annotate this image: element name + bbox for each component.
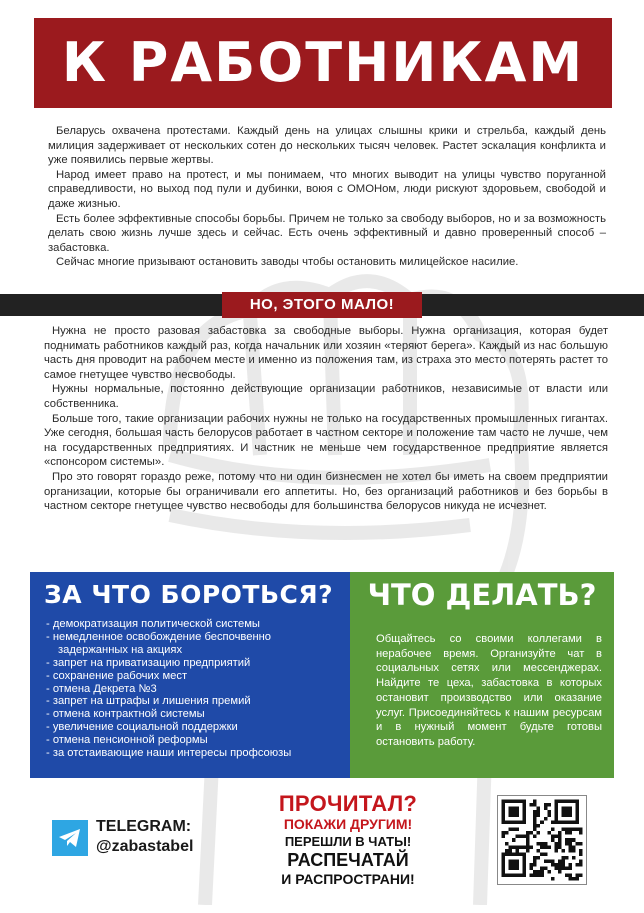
intro-paragraph: Народ имеет право на протест, и мы понимаем, что многих выводит на улицы чувство поруганной справедливости, но выход под пули и дубинки, воюя с ОМОНом, люди рискуют здоровьем, свободой и даже жизнью. <box>48 168 606 210</box>
demand-item: - немедленное освобождение беспочвенно <box>46 630 272 643</box>
qr-code-image <box>498 796 586 884</box>
demand-item: - запрет на приватизацию предприятий <box>46 656 251 669</box>
demand-item: - за отстаивающие наши интересы профсоюзы <box>46 747 292 760</box>
telegram-link[interactable] <box>52 818 252 868</box>
body-section <box>44 324 608 514</box>
intro-paragraph: Сейчас многие призывают остановить заводы чтобы остановить милицейское насилие. <box>56 256 519 269</box>
action-title: ЧТО ДЕЛАТЬ? <box>367 578 597 612</box>
share-line-3: ПЕРЕШЛИ В ЧАТЫ! <box>284 834 412 849</box>
intro-section <box>48 124 606 270</box>
demand-item: - увеличение социальной поддержки <box>46 721 238 734</box>
demands-list <box>46 618 346 760</box>
demand-item: - демократизация политической системы <box>46 618 260 630</box>
title-banner <box>34 18 612 108</box>
banner-text: НО, ЭТОГО МАЛО! <box>249 296 395 313</box>
demands-title: ЗА ЧТО БОРОТЬСЯ? <box>44 580 334 609</box>
share-line-1: ПРОЧИТАЛ? <box>278 791 418 816</box>
body-paragraph: Нужна не просто разовая забастовка за свободные выборы. Нужна организация, которая будет поднимать работников каждый раз, когда начальник или хозяин «теряют берега». Каждый из нас большую часть дня проводит на рабочем месте и именно из положения там, из страха это место потерять растет то самое гнетущее чувство несвободы. <box>44 325 608 381</box>
body-paragraph: Больше того, такие организации рабочих нужны не только на государственных промышленных гигантах. Уже сегодня, большая часть белорусов работает в частном секторе и положение там часто не лучше, чем на государственных предприятиях. И частник не меньше чем государственное предприятие является «спонсором системы». <box>44 412 608 469</box>
demand-item: - запрет на штрафы и лишения премий <box>46 695 251 708</box>
action-panel <box>350 572 614 778</box>
share-line-2: ПОКАЖИ ДРУГИМ! <box>283 816 413 832</box>
demand-item: - сохранение рабочих мест <box>46 669 188 682</box>
telegram-icon <box>52 820 88 856</box>
telegram-handle[interactable]: @zabastabel <box>96 838 194 855</box>
demand-item: задержанных на акциях <box>58 643 183 656</box>
share-line-5: И РАСПРОСТРАНИ! <box>281 871 415 887</box>
body-paragraph: Нужны нормальные, постоянно действующие организации работников, независимые от власти или собственника. <box>44 383 608 410</box>
page-title: К РАБОТНИКАМ <box>61 31 585 94</box>
share-callout <box>276 793 420 893</box>
demands-panel <box>30 572 350 778</box>
qr-code[interactable] <box>497 795 587 885</box>
section-banner <box>222 292 422 318</box>
intro-paragraph: Есть более эффективные способы борьбы. Причем не только за свободу выборов, но и за возможность делать свою жизнь лучше здесь и сейчас. Есть очень эффективный и давно проверенный способ – забастовка. <box>48 212 606 254</box>
demand-item: - отмена контрактной системы <box>46 708 205 721</box>
action-text: Общайтесь со своими коллегами в нерабочее время. Организуйте чат в социальных сетях или мессенджерах. Найдите те цеха, забастовка в которых остановит производство или оказание услуг. Присоединяйтесь к нашим ресурсам и в нужный момент будьте готовы остановить работу. <box>376 633 602 748</box>
body-paragraph: Про это говорят гораздо реже, потому что ни один бизнесмен не хотел бы иметь на своем предприятии организации, которые бы ограничивали его аппетиты. Но, без организаций работников и без борьбы в частном секторе гнетущее чувство несвободы для большинства белорусов никуда не исчезнет. <box>44 470 608 513</box>
intro-paragraph: Беларусь охвачена протестами. Каждый день на улицах слышны крики и стрельба, каждый день милиция задерживает от нескольких сотен до нескольких тысяч человек. Растет эскалация конфликта и уже появились первые жертвы. <box>48 125 606 167</box>
demand-item: - отмена Декрета №3 <box>46 682 157 695</box>
demand-item: - отмена пенсионной реформы <box>46 734 208 747</box>
share-line-4: РАСПЕЧАТАЙ <box>287 850 409 870</box>
telegram-label: TELEGRAM: <box>96 818 192 835</box>
